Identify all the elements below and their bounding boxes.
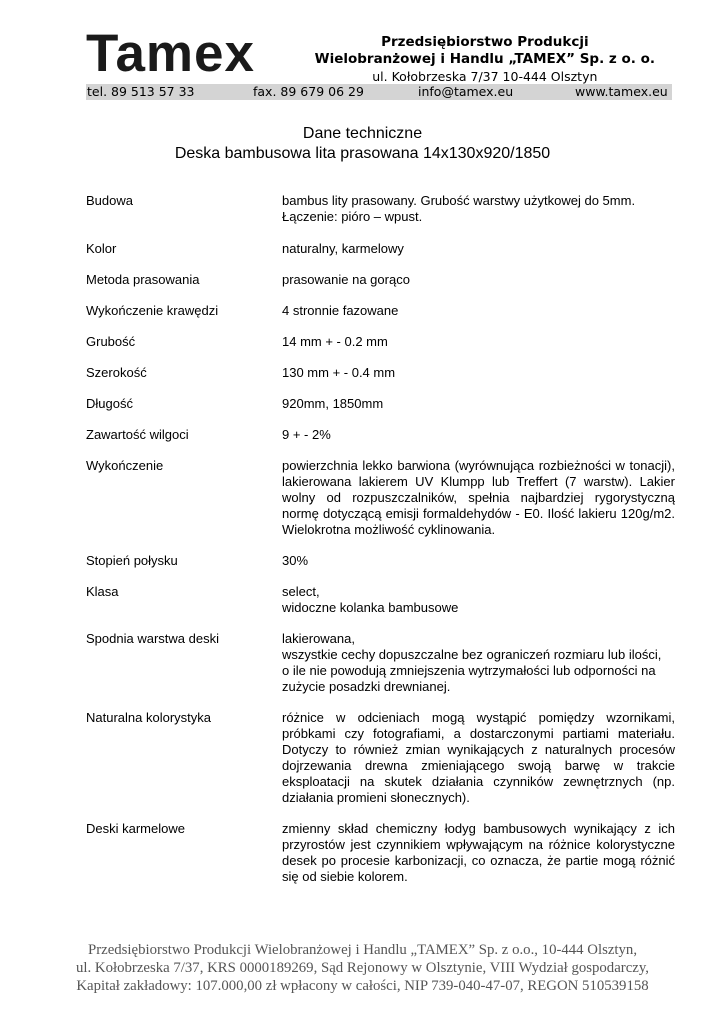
spec-row-kolor bbox=[86, 241, 675, 257]
spec-label: Klasa bbox=[86, 584, 119, 599]
spec-value-line: 30% bbox=[282, 553, 309, 568]
spec-label: Wykończenie bbox=[86, 458, 164, 473]
spec-value bbox=[282, 710, 675, 806]
spec-value-paragraph: zmienny skład chemiczny łodyg bambusowych wynikający z ich przyrostów jest czynnikiem wpływającym na różnice kolorystyczne desek po procesie karbonizacji, co oznacza, że partie mogą różnić się od siebie kolorem. bbox=[282, 821, 675, 884]
spec-value-line: 4 stronnie fazowane bbox=[282, 303, 399, 318]
footer-line1: Przedsiębiorstwo Produkcji Wielobranżowej i Handlu „TAMEX” Sp. z o.o., 10-444 Olsztyn, bbox=[87, 942, 638, 958]
spec-table bbox=[86, 193, 675, 885]
spec-value bbox=[282, 193, 675, 225]
spec-row-szerokosc bbox=[86, 365, 675, 381]
spec-row-klasa bbox=[86, 584, 675, 616]
fax-number: fax. 89 679 06 29 bbox=[253, 84, 364, 99]
spec-value bbox=[282, 821, 675, 885]
footer-line2: ul. Kołobrzeska 7/37, KRS 0000189269, Sąd Rejonowy w Olsztynie, VIII Wydział gospodarczy, bbox=[76, 960, 649, 976]
spec-label: Zawartość wilgoci bbox=[86, 427, 189, 442]
phone-number: tel. 89 513 57 33 bbox=[87, 84, 195, 99]
email-address: info@tamex.eu bbox=[418, 84, 514, 99]
spec-label: Spodnia warstwa deski bbox=[86, 631, 219, 646]
spec-row-dlugosc bbox=[86, 396, 675, 412]
spec-value-line: o ile nie powodują zmniejszenia wytrzymałości lub odporności na bbox=[282, 663, 656, 678]
spec-value bbox=[282, 553, 675, 569]
spec-value bbox=[282, 396, 675, 412]
spec-value-line: zużycie posadzki drewnianej. bbox=[282, 679, 451, 694]
spec-row-budowa bbox=[86, 193, 675, 225]
spec-value-paragraph: powierzchnia lekko barwiona (wyrównująca rozbieżności w tonacji), lakierowana lakierem UV Klumpp lub Treffert (7 warstw). Lakier wolny od rozpuszczalników, spełnia najbardziej rygorystyczną normę dotyczącą emisji formaldehydów - E0. Ilość lakieru 120g/m2. Wielokrotna możliwość cyklinowania. bbox=[282, 458, 675, 537]
spec-label: Metoda prasowania bbox=[86, 272, 200, 287]
spec-value-line: naturalny, karmelowy bbox=[282, 241, 404, 256]
spec-row-metoda-prasowania bbox=[86, 272, 675, 288]
page-footer bbox=[0, 941, 725, 995]
spec-row-spodnia-warstwa bbox=[86, 631, 675, 695]
spec-label: Naturalna kolorystyka bbox=[86, 710, 211, 725]
spec-value-paragraph: różnice w odcieniach mogą wystąpić pomiędzy wzornikami, próbkami czy fotografiami, a dostarczonymi partiami materiału. Dotyczy to również zmian wynikających z naturalnych procesów dojrzewania drewna zmieniającego swoją barwę w trakcie eksploatacji na skutek działania czynników zewnętrznych (np. działania promieni słonecznych). bbox=[282, 710, 675, 805]
spec-value bbox=[282, 241, 675, 257]
spec-row-wykonczenie-krawedzi bbox=[86, 303, 675, 319]
spec-value-line: lakierowana, bbox=[282, 631, 355, 646]
company-address: ul. Kołobrzeska 7/37 10-444 Olsztyn bbox=[372, 69, 598, 84]
spec-value bbox=[282, 631, 675, 695]
spec-value-line: 130 mm + - 0.4 mm bbox=[282, 365, 396, 380]
spec-row-naturalna-kolorystyka bbox=[86, 710, 675, 806]
spec-value bbox=[282, 303, 675, 319]
title-line2: Deska bambusowa lita prasowana 14x130x920/1850 bbox=[174, 145, 551, 162]
website-address: www.tamex.eu bbox=[575, 84, 668, 99]
spec-value-line: widoczne kolanka bambusowe bbox=[282, 600, 459, 615]
spec-value bbox=[282, 427, 675, 443]
spec-row-grubosc bbox=[86, 334, 675, 350]
spec-row-zawartosc-wilgoci bbox=[86, 427, 675, 443]
spec-value bbox=[282, 334, 675, 350]
spec-value-line: select, bbox=[282, 584, 320, 599]
spec-row-deski-karmelowe bbox=[86, 821, 675, 885]
company-name-line1: Przedsiębiorstwo Produkcji bbox=[381, 34, 589, 50]
company-info bbox=[315, 34, 655, 85]
spec-value-line: Łączenie: pióro – wpust. bbox=[282, 209, 423, 224]
contact-bar bbox=[86, 84, 672, 100]
document-title bbox=[0, 124, 725, 164]
spec-label: Budowa bbox=[86, 193, 133, 208]
spec-row-stopien-polysku bbox=[86, 553, 675, 569]
spec-label: Stopień połysku bbox=[86, 553, 178, 568]
spec-label: Wykończenie krawędzi bbox=[86, 303, 219, 318]
footer-line3: Kapitał zakładowy: 107.000,00 zł wpłacony w całości, NIP 739-040-47-07, REGON 510539158 bbox=[76, 978, 649, 994]
company-logo: Tamex bbox=[86, 24, 255, 83]
spec-row-wykonczenie bbox=[86, 458, 675, 538]
spec-value bbox=[282, 458, 675, 538]
spec-value bbox=[282, 272, 675, 288]
spec-value-line: prasowanie na gorąco bbox=[282, 272, 410, 287]
title-line1: Dane techniczne bbox=[302, 125, 423, 142]
spec-value-line: 920mm, 1850mm bbox=[282, 396, 384, 411]
spec-label: Długość bbox=[86, 396, 133, 411]
spec-value-line: bambus lity prasowany. Grubość warstwy użytkowej do 5mm. bbox=[282, 193, 636, 208]
spec-value-line: wszystkie cechy dopuszczalne bez ograniczeń rozmiaru lub ilości, bbox=[282, 647, 662, 662]
spec-label: Grubość bbox=[86, 334, 136, 349]
spec-value-line: 9 + - 2% bbox=[282, 427, 331, 442]
spec-label: Szerokość bbox=[86, 365, 147, 380]
company-name-line2: Wielobranżowej i Handlu „TAMEX” Sp. z o. o. bbox=[314, 51, 655, 67]
spec-label: Kolor bbox=[86, 241, 117, 256]
spec-value bbox=[282, 584, 675, 616]
spec-value-line: 14 mm + - 0.2 mm bbox=[282, 334, 388, 349]
spec-value bbox=[282, 365, 675, 381]
spec-label: Deski karmelowe bbox=[86, 821, 185, 836]
